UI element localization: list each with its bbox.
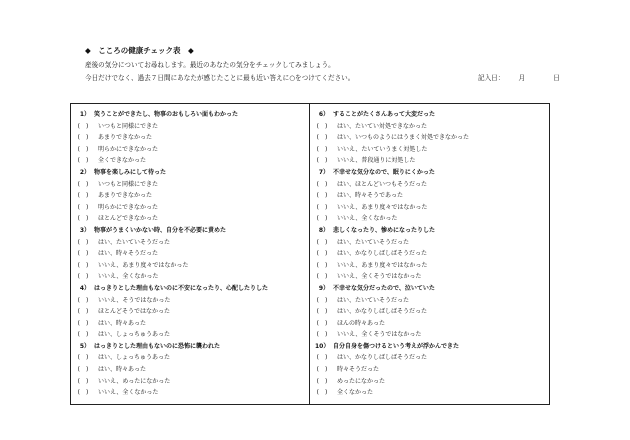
date-label: 記入日： xyxy=(478,74,505,82)
answer-text: ほんの時々あった xyxy=(337,319,385,327)
answer-option[interactable] xyxy=(315,132,545,144)
question-number: 3） xyxy=(79,226,90,234)
answer-text: はい、たいてい対処できなかった xyxy=(337,122,428,130)
questionnaire-frame xyxy=(70,103,550,405)
question-row xyxy=(76,225,304,237)
answer-checkbox[interactable]: ( ) xyxy=(316,319,328,327)
answer-option[interactable] xyxy=(315,248,545,260)
answer-checkbox[interactable]: ( ) xyxy=(316,238,328,246)
answer-option[interactable] xyxy=(76,260,304,272)
answer-checkbox[interactable]: ( ) xyxy=(316,145,328,153)
left-question-column xyxy=(76,109,304,399)
question-row xyxy=(315,283,545,295)
page-title: ◆ こころの健康チェック表 ◆ xyxy=(85,46,194,55)
answer-option[interactable] xyxy=(315,364,545,376)
right-question-column xyxy=(315,109,545,399)
answer-checkbox[interactable]: ( ) xyxy=(316,296,328,304)
answer-option[interactable] xyxy=(315,352,545,364)
answer-checkbox[interactable]: ( ) xyxy=(77,203,89,211)
answer-option[interactable] xyxy=(76,132,304,144)
answer-checkbox[interactable]: ( ) xyxy=(316,122,328,130)
answer-option[interactable] xyxy=(76,190,304,202)
day-label: 日 xyxy=(553,74,560,82)
question-number: 7） xyxy=(318,168,329,176)
answer-checkbox[interactable]: ( ) xyxy=(316,215,328,223)
answer-text: ほとんどできなかった xyxy=(98,215,159,223)
answer-option[interactable] xyxy=(76,179,304,191)
answer-checkbox[interactable]: ( ) xyxy=(77,319,89,327)
answer-text: はい、しょっちゅうあった xyxy=(98,354,170,362)
answer-text: あまりできなかった xyxy=(98,134,153,142)
answer-option[interactable] xyxy=(76,329,304,341)
answer-option[interactable] xyxy=(76,213,304,225)
question-number: 2） xyxy=(79,168,90,176)
answer-checkbox[interactable]: ( ) xyxy=(316,331,328,339)
answer-option[interactable] xyxy=(76,237,304,249)
answer-checkbox[interactable]: ( ) xyxy=(316,354,328,362)
question-text: はっきりとした理由もないのに不安になったり、心配したりした xyxy=(94,284,269,292)
answer-checkbox[interactable]: ( ) xyxy=(77,273,89,281)
question-row xyxy=(315,225,545,237)
answer-text: はい、時々あった xyxy=(98,319,146,327)
month-label: 月 xyxy=(518,74,526,82)
answer-option[interactable] xyxy=(315,121,545,133)
answer-option[interactable] xyxy=(76,306,304,318)
answer-text: はい、かなりしばしばそうだった xyxy=(337,308,428,316)
answer-text: いいえ、全くそうではなかった xyxy=(337,273,422,281)
answer-option[interactable] xyxy=(315,306,545,318)
answer-checkbox[interactable]: ( ) xyxy=(77,122,89,130)
answer-text: あまりできなかった xyxy=(98,192,153,200)
answer-option[interactable] xyxy=(76,155,304,167)
answer-option[interactable] xyxy=(315,202,545,214)
answer-checkbox[interactable]: ( ) xyxy=(77,261,89,269)
answer-checkbox[interactable]: ( ) xyxy=(77,238,89,246)
answer-text: いいえ、あまり度々ではなかった xyxy=(337,261,428,269)
answer-text: はい、たいていそうだった xyxy=(337,238,410,246)
answer-text: いいえ、全くなかった xyxy=(98,389,159,397)
answer-text: いいえ、全くなかった xyxy=(337,215,398,223)
answer-checkbox[interactable]: ( ) xyxy=(316,389,328,397)
question-text: することがたくさんあって大変だった xyxy=(333,111,435,118)
answer-text: いいえ、普段通りに対処した xyxy=(337,157,416,165)
question-row xyxy=(315,167,545,179)
answer-option[interactable] xyxy=(76,144,304,156)
answer-checkbox[interactable]: ( ) xyxy=(77,192,89,200)
answer-text: はい、時々あった xyxy=(98,366,146,374)
answer-text: いいえ、あまり度々ではなかった xyxy=(337,203,428,211)
answer-option[interactable] xyxy=(315,387,545,399)
answer-text: はい、たいていそうだった xyxy=(98,238,171,246)
answer-text: はい、時々そうだった xyxy=(98,250,159,258)
answer-checkbox[interactable]: ( ) xyxy=(77,215,89,223)
question-row xyxy=(315,109,545,121)
answer-option[interactable] xyxy=(76,202,304,214)
question-text: 笑うことができたし、物事のおもしろい面もわかった xyxy=(94,111,239,118)
answer-checkbox[interactable]: ( ) xyxy=(77,354,89,362)
answer-text: いつもと同様にできた xyxy=(98,180,159,188)
answer-checkbox[interactable]: ( ) xyxy=(77,331,89,339)
answer-text: はい、かなりしばしばそうだった xyxy=(337,354,428,362)
answer-checkbox[interactable]: ( ) xyxy=(77,308,89,316)
answer-text: いいえ、たいていうまく対処した xyxy=(337,145,428,153)
answer-checkbox[interactable]: ( ) xyxy=(316,366,328,374)
answer-option[interactable] xyxy=(76,318,304,330)
question-number: 1） xyxy=(79,111,90,118)
answer-checkbox[interactable]: ( ) xyxy=(316,157,328,165)
answer-text: はい、ほとんどいつもそうだった xyxy=(337,180,428,188)
answer-option[interactable] xyxy=(315,155,545,167)
answer-text: いいえ、全くなかった xyxy=(98,273,159,281)
answer-text: いつもと同様にできた xyxy=(98,122,159,130)
question-text: はっきりとした理由もないのに恐怖に襲われた xyxy=(94,342,221,350)
answer-text: はい、かなりしばしばそうだった xyxy=(337,250,428,258)
answer-option[interactable] xyxy=(315,213,545,225)
answer-checkbox[interactable]: ( ) xyxy=(316,134,328,142)
answer-option[interactable] xyxy=(76,248,304,260)
answer-text: はい、たいていそうだった xyxy=(337,296,410,304)
answer-checkbox[interactable]: ( ) xyxy=(316,203,328,211)
answer-option[interactable] xyxy=(315,295,545,307)
answer-text: はい、しょっちゅうあった xyxy=(98,331,170,339)
answer-option[interactable] xyxy=(315,190,545,202)
question-row xyxy=(76,167,304,179)
answer-checkbox[interactable]: ( ) xyxy=(316,308,328,316)
answer-text: いいえ、そうではなかった xyxy=(98,296,171,304)
intro-line-2: 今日だけでなく、過去７日間にあなたが感じたことに最も近い答えに○をつけてください。 xyxy=(85,74,355,82)
answer-text: いいえ、あまり度々ではなかった xyxy=(98,261,189,269)
answer-text: はい、いつものようにはうまく対処できなかった xyxy=(337,134,470,142)
answer-text: 明らかにできなかった xyxy=(98,145,159,153)
answer-checkbox[interactable]: ( ) xyxy=(77,250,89,258)
answer-checkbox[interactable]: ( ) xyxy=(77,377,89,385)
answer-option[interactable] xyxy=(315,271,545,283)
answer-checkbox[interactable]: ( ) xyxy=(316,273,328,281)
answer-checkbox[interactable]: ( ) xyxy=(77,157,89,165)
question-row xyxy=(76,341,304,353)
question-text: 不幸せな気分なので、眠りにくかった xyxy=(333,168,435,176)
question-text: 悲しくなったり、惨めになったりした xyxy=(333,226,436,234)
question-text: 自分自身を傷つけるという考えが浮かんできた xyxy=(333,342,460,350)
answer-option[interactable] xyxy=(315,179,545,191)
answer-text: 明らかにできなかった xyxy=(98,203,159,211)
question-text: 不幸せな気分だったので、泣いていた xyxy=(333,284,435,292)
answer-checkbox[interactable]: ( ) xyxy=(77,145,89,153)
answer-option[interactable] xyxy=(76,121,304,133)
answer-option[interactable] xyxy=(315,237,545,249)
question-number: 4） xyxy=(79,284,90,292)
answer-text: 全くできなかった xyxy=(98,157,147,165)
answer-checkbox[interactable]: ( ) xyxy=(316,192,328,200)
answer-option[interactable] xyxy=(76,352,304,364)
answer-text: 時々そうだった xyxy=(337,366,380,374)
question-text: 物事を楽しみにして待った xyxy=(94,168,167,176)
answer-text: はい、時々そうであった xyxy=(337,192,403,200)
question-row xyxy=(76,283,304,295)
answer-text: めったになかった xyxy=(337,377,385,385)
answer-checkbox[interactable]: ( ) xyxy=(316,377,328,385)
answer-text: いいえ、めったになかった xyxy=(98,377,171,385)
answer-text: いいえ、全くそうではなかった xyxy=(337,331,422,339)
question-number: 8） xyxy=(318,226,329,234)
answer-checkbox[interactable]: ( ) xyxy=(316,261,328,269)
answer-option[interactable] xyxy=(315,329,545,341)
entry-date xyxy=(478,72,560,82)
answer-checkbox[interactable]: ( ) xyxy=(316,250,328,258)
answer-checkbox[interactable]: ( ) xyxy=(77,134,89,142)
intro-line-1: 産後の気分についてお尋ねします。最近のあなたの気分をチェックしてみましょう。 xyxy=(85,61,335,69)
question-row xyxy=(315,341,545,353)
answer-checkbox[interactable]: ( ) xyxy=(77,296,89,304)
answer-text: 全くなかった xyxy=(337,389,374,397)
question-number: 5） xyxy=(79,342,90,350)
question-number: 6） xyxy=(318,111,329,118)
question-row xyxy=(76,109,304,121)
answer-option[interactable] xyxy=(315,318,545,330)
answer-checkbox[interactable]: ( ) xyxy=(77,389,89,397)
answer-option[interactable] xyxy=(315,144,545,156)
column-divider xyxy=(309,104,310,404)
answer-option[interactable] xyxy=(315,260,545,272)
question-number: 9） xyxy=(318,284,329,292)
answer-option[interactable] xyxy=(76,364,304,376)
answer-checkbox[interactable]: ( ) xyxy=(77,366,89,374)
answer-option[interactable] xyxy=(76,387,304,399)
answer-option[interactable] xyxy=(76,271,304,283)
answer-text: ほとんどそうではなかった xyxy=(98,308,171,316)
answer-option[interactable] xyxy=(76,376,304,388)
question-text: 物事がうまくいかない時、自分を不必要に責めた xyxy=(94,226,227,234)
question-number: 10） xyxy=(315,342,330,350)
answer-checkbox[interactable]: ( ) xyxy=(316,180,328,188)
answer-checkbox[interactable]: ( ) xyxy=(77,180,89,188)
answer-option[interactable] xyxy=(315,376,545,388)
answer-option[interactable] xyxy=(76,295,304,307)
